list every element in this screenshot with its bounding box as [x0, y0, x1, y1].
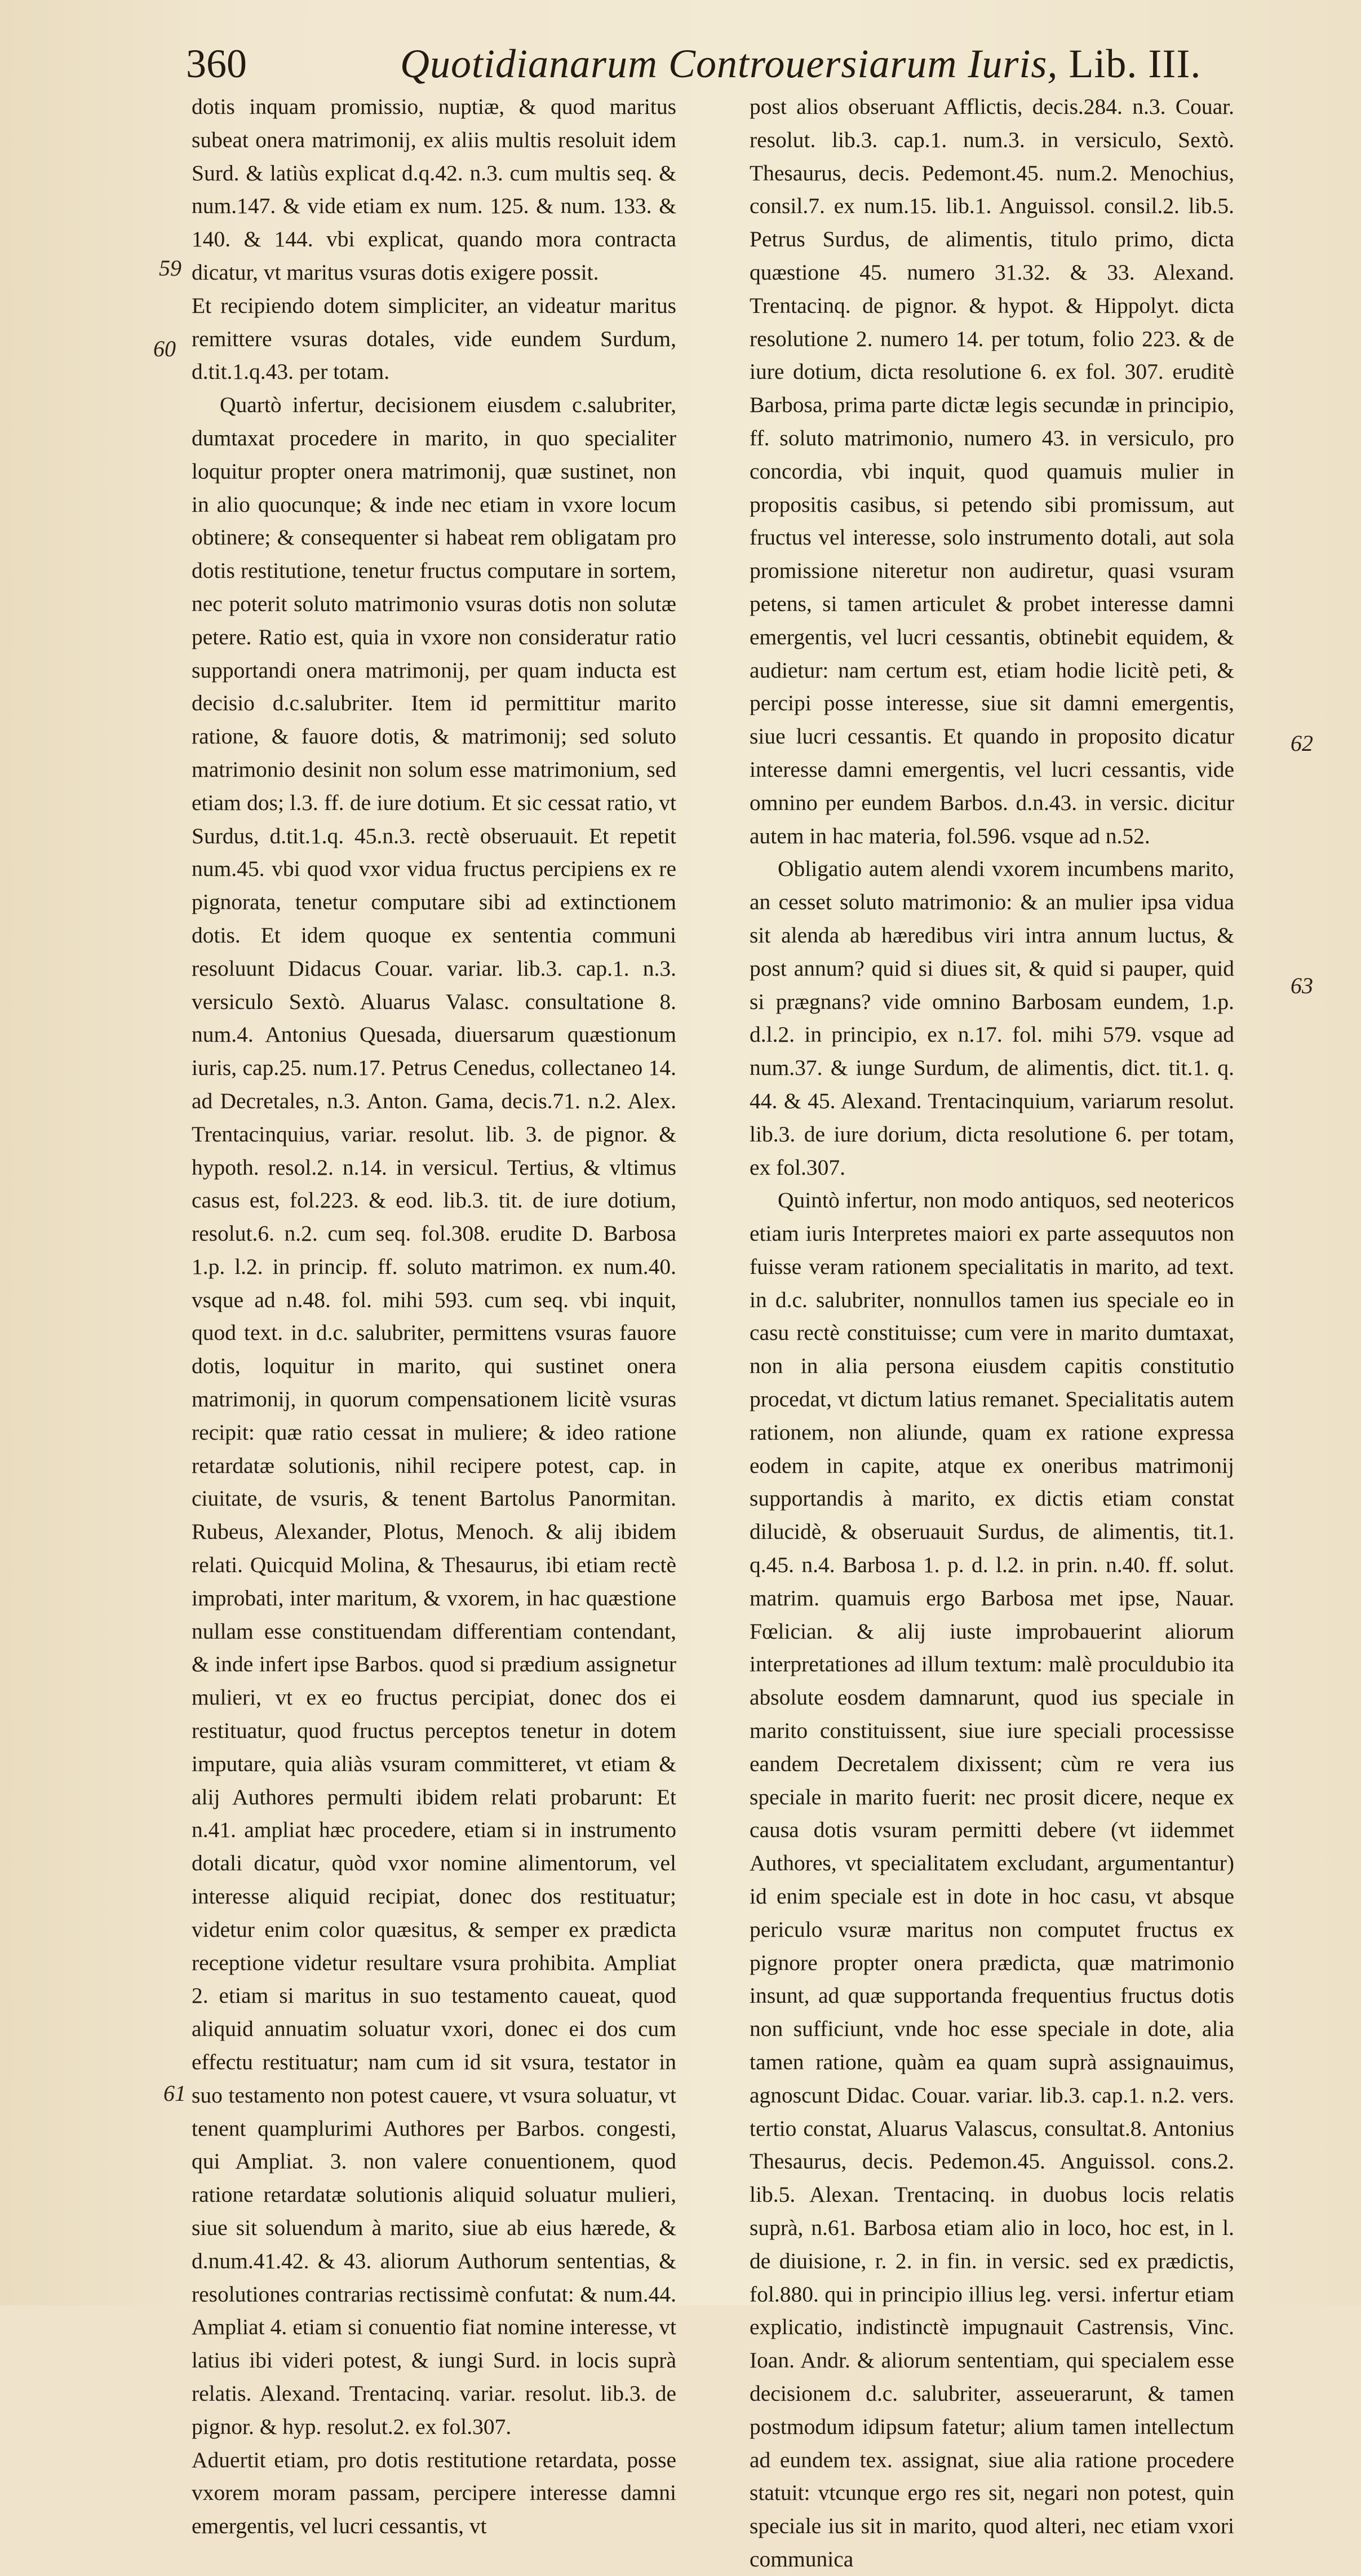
book-label: Lib. III.	[1069, 41, 1202, 86]
paragraph: Obligatio autem alendi vxorem incumbens marito, an cesset soluto matrimonio: & an mulier ipsa vidua sit alenda ab hæredibus viri intra annum luctus, & post annum? quid si diues sit, & quid si pauper, quid si prægnans? vide omnino Barbosam eundem, 1.p. d.l.2. in principio, ex n.17. fol. mihi 579. vsque ad num.37. & iunge Surdum, de alimentis, dict. tit.1. q. 44. & 45. Alexand. Trentacinquium, variarum resolut. lib.3. de iure dorium, dicta resolutione 6. per totam, ex fol.307.	[750, 856, 1234, 1180]
paragraph: dotis inquam promissio, nuptiæ, & quod maritus subeat onera matrimonij, ex aliis multis resoluit idem Surd. & latiùs explicat d.q.42. n.3. cum multis seq. & num.147. & vide etiam ex num. 125. & num. 133. & 140. & 144. vbi explicat, quando mora contracta dicatur, vt maritus vsuras dotis exigere possit.	[192, 94, 676, 285]
page-number: 360	[186, 41, 247, 86]
margin-number: 63	[1291, 973, 1313, 998]
left-column	[192, 90, 676, 2543]
margin-number: 59	[159, 255, 181, 281]
paragraph: Quintò infertur, non modo antiquos, sed neotericos etiam iuris Interpretes maiori ex parte assequutos non fuisse veram rationem specialitatis in marito, ad text. in d.c. salubriter, nonnullos tamen ius speciale eo in casu rectè constituisse; cum vere in marito dumtaxat, non in alia persona eiusdem capitis constitutio procedat, vt dictum latius remanet. Specialitatis autem rationem, non aliunde, quam ex ratione expressa eodem in capite, atque ex oneribus matrimonij supportandis à marito, ex dictis etiam constat dilucidè, & obseruauit Surdus, de alimentis, tit.1. q.45. n.4. Barbosa 1. p. d. l.2. in prin. n.40. ff. solut. matrim. quamuis ergo Barbosa met ipse, Nauar. Fœlician. & alij iuste improbauerint aliorum interpretationes ad illum textum: malè proculdubio ita absolute eosdem damnarunt, quod ius speciale in marito constituissent, siue iure speciali processisse eandem Decretalem dixissent; cùm re vera ius speciale in marito fuerit: nec prosit dicere, neque ex causa dotis vsuram permitti debere (vt iidemmet Authores, vt specialitatem excludant, argumentantur) id enim speciale est in dote in hoc casu, vt absque periculo vsuræ maritus non computet fructus ex pignore propter onera prædicta, quæ matrimonio insunt, ad quæ supportanda frequentius fructus dotis non sufficiunt, vnde hoc esse speciale in dote, alia tamen ratione, quàm ea quam suprà assignauimus, agnoscunt Didac. Couar. variar. lib.3. cap.1. n.2. vers. tertio constat, Aluarus Valascus, consultat.8. Antonius Thesaurus, decis. Pedemon.45. Anguissol. cons.2. lib.5. Alexan. Trentacinq. in duobus locis relatis suprà, n.61. Barbosa etiam alio in loco, hoc est, in l. de diuisione, r. 2. in fin. in versic. sed ex prædictis, fol.880. qui in principio illius leg. versi. infertur etiam explicatio, indistinctè impugnauit Castrensis, Vinc. Ioan. Andr. & aliorum sententiam, qui specialem esse decisionem d.c. salubriter, asseuerarunt, & tamen postmodum idipsum fatetur; alium tamen intellectum ad eundem tex. assignat, siue alia ratione procedere statuit: vtcunque ergo res sit, negari non potest, quin speciale ius sit in marito, quod alteri, nec etiam vxori communica	[750, 1188, 1234, 2571]
margin-number: 60	[153, 336, 176, 361]
running-title	[400, 33, 1201, 95]
running-header	[186, 33, 1202, 95]
paragraph: post alios obseruant Afflictis, decis.284. n.3. Couar. resolut. lib.3. cap.1. num.3. in versiculo, Sextò. Thesaurus, decis. Pedemont.45. num.2. Menochius, consil.7. ex num.15. lib.1. Anguissol. consil.2. lib.5. Petrus Surdus, de alimentis, titulo primo, dicta quæstione 45. numero 31.32. & 33. Alexand. Trentacinq. de pignor. & hypot. & Hippolyt. dicta resolutione 2. numero 14. per totum, folio 223. & de iure dotium, dicta resolutione 6. ex fol. 307. eruditè Barbosa, prima parte dictæ legis secundæ in principio, ff. soluto matrimonio, numero 43. in versiculo, pro concordia, vbi inquit, quod quamuis mulier in propositis casibus, si petendo sibi promissum, aut fructus vel interesse, solo instrumento dotali, aut sola promissione niteretur non audiretur, quasi vsuram petens, si tamen articulet & probet interesse damni emergentis, vel lucri cessantis, obtinebit equidem, & audietur: nam certum est, etiam hodie licitè peti, & percipi posse interesse, siue sit damni emergentis, siue lucri cessantis. Et quando in proposito dicatur interesse damni emergentis, vel lucri cessantis, vide omnino per eundem Barbos. d.n.43. in versic. dicitur autem in hac materia, fol.596. vsque ad n.52.	[750, 94, 1234, 848]
margin-number: 62	[1291, 731, 1313, 756]
running-title-text: Quotidianarum Controuersiarum Iuris,	[400, 41, 1058, 86]
margin-number: 61	[163, 2081, 186, 2106]
paragraph: Et recipiendo dotem simpliciter, an videatur maritus remittere vsuras dotales, vide eundem Surdum, d.tit.1.q.43. per totam.	[192, 293, 676, 384]
paragraph: Aduertit etiam, pro dotis restitutione retardata, posse vxorem moram passam, percipere interesse damni emergentis, vel lucri cessantis, vt	[192, 2447, 676, 2539]
right-column	[750, 90, 1234, 2576]
paragraph: Quartò infertur, decisionem eiusdem c.salubriter, dumtaxat procedere in marito, in quo specialiter loquitur propter onera matrimonij, quæ sustinet, non in alio quocunque; & inde nec etiam in vxore locum obtinere; & consequenter si habeat rem obligatam pro dotis restitutione, tenetur fructus computare in sortem, nec poterit soluto matrimonio vsuras dotis non solutæ petere. Ratio est, quia in vxore non consideratur ratio supportandi onera matrimonij, per quam inducta est decisio d.c.salubriter. Item id permittitur marito ratione, & fauore dotis, & matrimonij; sed soluto matrimonio desinit non solum esse matrimonium, sed etiam dos; l.3. ff. de iure dotium. Et sic cessat ratio, vt Surdus, d.tit.1.q. 45.n.3. rectè obseruauit. Et repetit num.45. vbi quod vxor vidua fructus percipiens ex re pignorata, tenetur computare sibi ad extinctionem dotis. Et idem quoque ex sententia communi resoluunt Didacus Couar. variar. lib.3. cap.1. n.3. versiculo Sextò. Aluarus Valasc. consultatione 8. num.4. Antonius Quesada, diuersarum quæstionum iuris, cap.25. num.17. Petrus Cenedus, collectaneo 14. ad Decretales, n.3. Anton. Gama, decis.71. n.2. Alex. Trentacinquius, variar. resolut. lib. 3. de pignor. & hypoth. resol.2. n.14. in versicul. Tertius, & vltimus casus est, fol.223. & eod. lib.3. tit. de iure dotium, resolut.6. n.2. cum seq. fol.308. erudite D. Barbosa 1.p. l.2. in princip. ff. soluto matrimon. ex num.40. vsque ad n.48. fol. mihi 593. cum seq. vbi inquit, quod text. in d.c. salubriter, permittens vsuras fauore dotis, loquitur in marito, qui sustinet onera matrimonij, in quorum compensationem licitè vsuras recipit: quæ ratio cessat in muliere; & ideo ratione retardatæ solutionis, nihil recipere potest, cap. in ciuitate, de vsuris, & tenent Bartolus Panormitan. Rubeus, Alexander, Plotus, Menoch. & alij ibidem relati. Quicquid Molina, & Thesaurus, ibi etiam rectè improbati, inter maritum, & vxorem, in hac quæstione nullam esse constituendam differentiam contendant, & inde infert ipse Barbos. quod si prædium assignetur mulieri, vt ex eo fructus percipiat, donec dos ei restituatur, quod fructus perceptos tenetur in dotem imputare, quia aliàs vsuram committeret, vt etiam & alij Authores permulti ibidem relati probarunt: Et n.41. ampliat hæc procedere, etiam si in instrumento dotali dicatur, quòd vxor nomine alimentorum, vel interesse aliquid recipiat, donec dos restituatur; videtur enim color quæsitus, & semper ex prædicta receptione videtur resultare vsura prohibita. Ampliat 2. etiam si maritus in suo testamento caueat, quod aliquid annuatim soluatur vxori, donec ei dos cum effectu restituatur; nam cum id sit vsura, testator in suo testamento non potest cauere, vt vsura soluatur, vt tenent quamplurimi Authores per Barbos. congesti, qui Ampliat. 3. non valere conuentionem, quod ratione retardatæ solutionis aliquid soluatur mulieri, siue sit soluendum à marito, siue ab eius hærede, & d.num.41.42. & 43. aliorum Authorum sententias, & resolutiones contrarias rectissimè confutat: & num.44. Ampliat 4. etiam si conuentio fiat nomine interesse, vt latius ibi videri potest, & iungi Surd. in locis suprà relatis. Alexand. Trentacinq. variar. resolut. lib.3. de pignor. & hyp. resolut.2. ex fol.307.	[192, 392, 676, 2439]
